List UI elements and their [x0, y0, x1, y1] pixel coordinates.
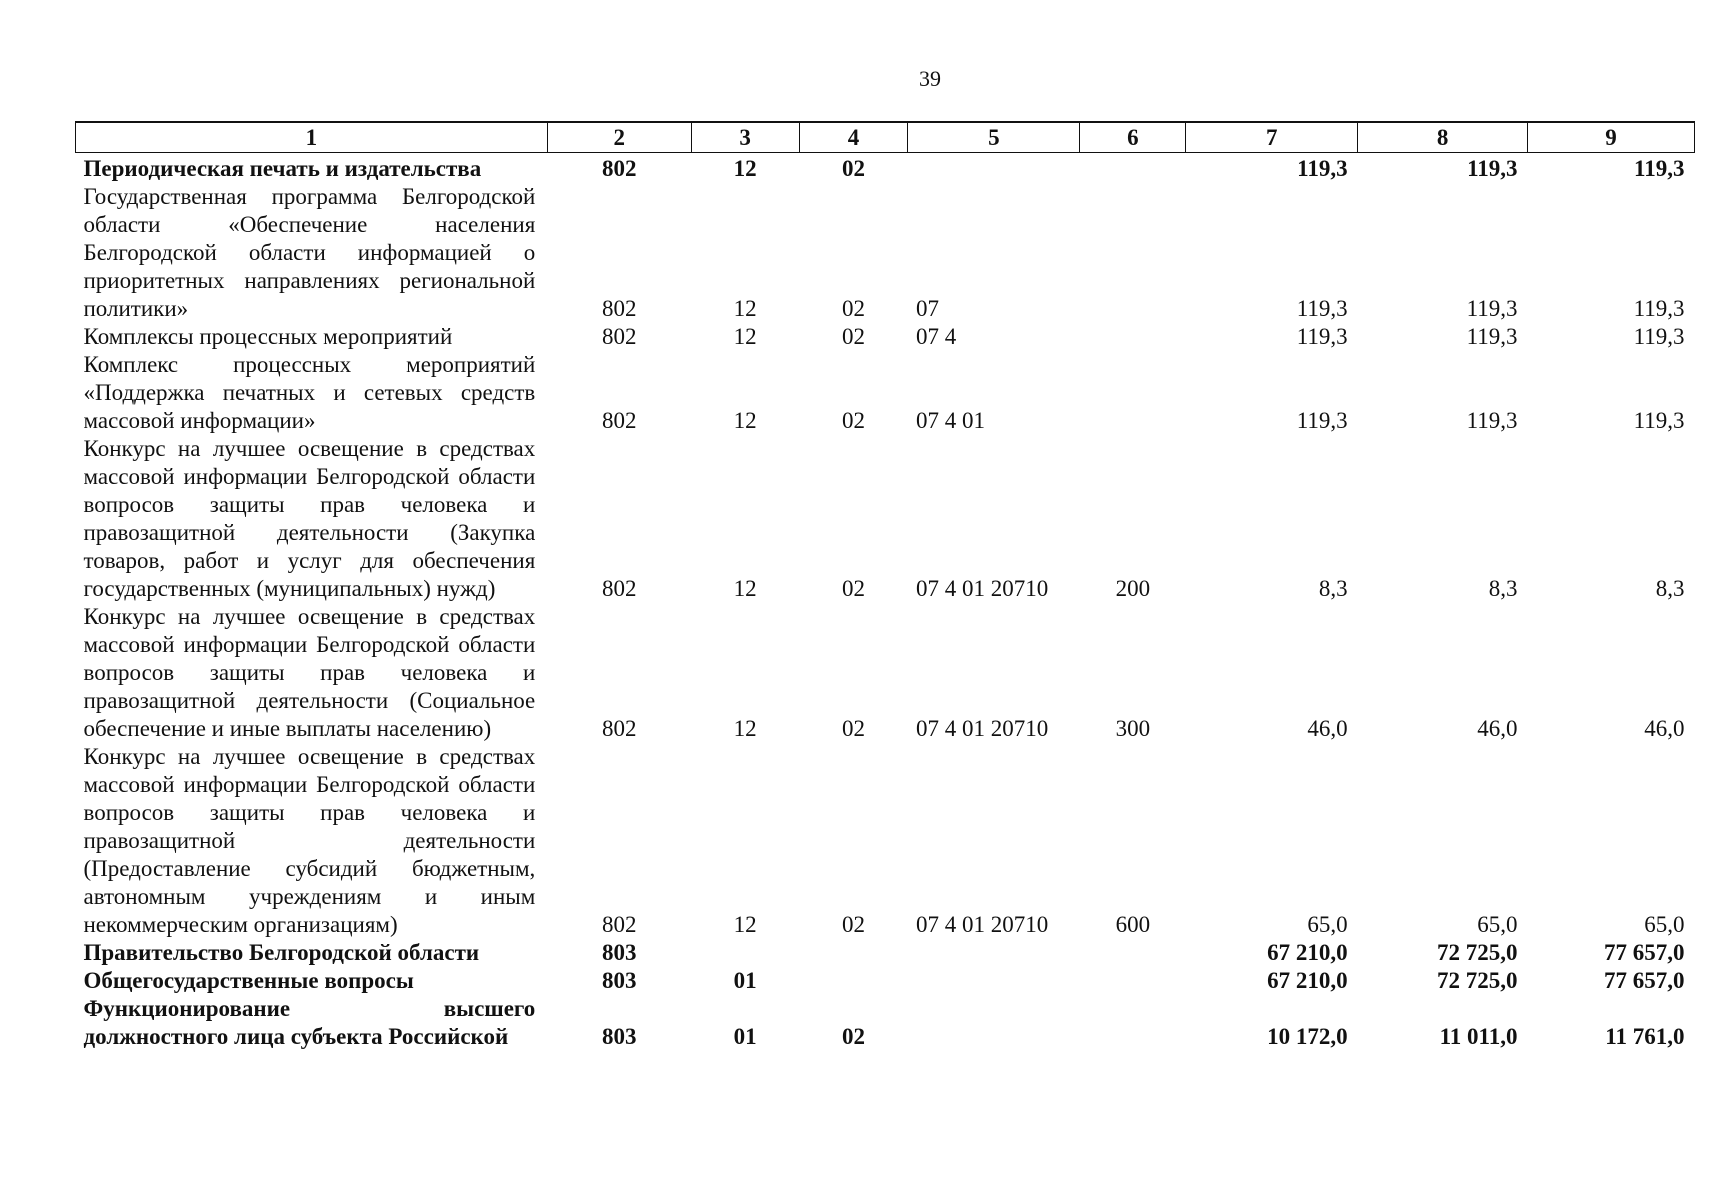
header-col-4: 4 — [799, 122, 908, 153]
row-name: Конкурс на лучшее освещение в средствах массовой информации Белгородской области вопросов защиты прав человека и правозащитной деятельности (Предоставление субсидий бюджетным, автономным учреждениям и иным некоммерческим организациям) — [83, 744, 536, 937]
row-expense-type-code: 300 — [1115, 716, 1151, 741]
table-row — [76, 183, 1695, 323]
row-expense-type-code — [1080, 939, 1186, 967]
row-name: Конкурс на лучшее освещение в средствах массовой информации Белгородской области вопросов защиты прав человека и правозащитной деятельности (Социальное обеспечение и иные выплаты населению) — [83, 604, 536, 741]
row-amount-col-8: 8,3 — [1488, 576, 1518, 601]
header-col-2: 2 — [547, 122, 691, 153]
row-amount-col-8: 65,0 — [1477, 912, 1518, 937]
row-target-article-code — [908, 995, 1080, 1051]
header-col-1: 1 — [76, 122, 548, 153]
row-amount-col-7: 10 172,0 — [1267, 1024, 1348, 1049]
row-section-code: 12 — [733, 408, 757, 433]
table-row — [76, 351, 1695, 435]
row-target-article-code: 07 4 01 20710 — [915, 912, 1049, 937]
header-col-5: 5 — [908, 122, 1080, 153]
row-expense-type-code — [1080, 153, 1186, 184]
row-name: Комплекс процессных мероприятий «Поддержка печатных и сетевых средств массовой информации» — [83, 352, 536, 433]
row-section-code: 12 — [733, 716, 757, 741]
row-department-code: 802 — [601, 408, 637, 433]
row-subsection-code: 02 — [842, 296, 866, 321]
row-section-code: 12 — [733, 324, 757, 349]
row-target-article-code: 07 4 — [915, 324, 957, 349]
row-subsection-code: 02 — [842, 576, 866, 601]
row-amount-col-7: 119,3 — [1296, 296, 1348, 321]
row-amount-col-9: 65,0 — [1644, 912, 1685, 937]
row-target-article-code: 07 — [915, 296, 939, 321]
budget-table — [75, 121, 1695, 1051]
row-expense-type-code: 600 — [1115, 912, 1151, 937]
row-target-article-code: 07 4 01 20710 — [915, 576, 1049, 601]
row-name: Конкурс на лучшее освещение в средствах массовой информации Белгородской области вопросов защиты прав человека и правозащитной деятельности (Закупка товаров, работ и услуг для обеспечения государственных (муниципальных) нужд) — [83, 436, 536, 601]
row-section-code: 12 — [733, 912, 757, 937]
row-subsection-code: 02 — [842, 156, 866, 181]
row-department-code: 802 — [601, 716, 637, 741]
row-amount-col-8: 72 725,0 — [1437, 940, 1518, 965]
row-amount-col-9: 77 657,0 — [1604, 940, 1685, 965]
row-expense-type-code — [1080, 351, 1186, 435]
header-col-3: 3 — [691, 122, 799, 153]
row-expense-type-code — [1080, 183, 1186, 323]
row-name: Общегосударственные вопросы — [83, 968, 414, 993]
row-target-article-code — [908, 153, 1080, 184]
row-name: Периодическая печать и издательства — [83, 156, 482, 181]
table-row — [76, 603, 1695, 743]
row-expense-type-code — [1080, 323, 1186, 351]
header-row — [76, 122, 1695, 153]
row-name: Правительство Белгородской области — [83, 940, 480, 965]
row-amount-col-8: 119,3 — [1466, 296, 1518, 321]
row-amount-col-7: 119,3 — [1296, 324, 1348, 349]
row-department-code: 803 — [601, 968, 637, 993]
row-target-article-code: 07 4 01 — [915, 408, 985, 433]
row-section-code: 12 — [733, 576, 757, 601]
row-department-code: 802 — [601, 156, 637, 181]
row-amount-col-9: 77 657,0 — [1604, 968, 1685, 993]
row-department-code: 803 — [601, 1024, 637, 1049]
row-section-code: 12 — [733, 156, 757, 181]
row-subsection-code — [799, 939, 908, 967]
row-amount-col-7: 119,3 — [1297, 156, 1348, 181]
row-amount-col-8: 119,3 — [1466, 324, 1518, 349]
row-subsection-code — [799, 967, 908, 995]
row-name: Функционирование высшего должностного лица субъекта Российской — [83, 996, 536, 1049]
row-amount-col-9: 46,0 — [1644, 716, 1685, 741]
row-name: Государственная программа Белгородской области «Обеспечение населения Белгородской области информацией о приоритетных направлениях региональной политики» — [83, 184, 536, 321]
row-amount-col-9: 11 761,0 — [1605, 1024, 1685, 1049]
row-department-code: 802 — [601, 296, 637, 321]
row-subsection-code: 02 — [842, 324, 866, 349]
table-row — [76, 743, 1695, 939]
row-name: Комплексы процессных мероприятий — [83, 324, 453, 349]
row-section-code — [691, 939, 799, 967]
row-department-code: 803 — [601, 940, 637, 965]
table-row — [76, 939, 1695, 967]
row-department-code: 802 — [601, 912, 637, 937]
header-col-9: 9 — [1528, 122, 1695, 153]
row-amount-col-7: 46,0 — [1307, 716, 1348, 741]
row-subsection-code: 02 — [842, 716, 866, 741]
row-expense-type-code — [1080, 995, 1186, 1051]
row-amount-col-8: 46,0 — [1477, 716, 1518, 741]
row-amount-col-9: 119,3 — [1633, 408, 1685, 433]
row-department-code: 802 — [601, 324, 637, 349]
row-section-code: 01 — [733, 1024, 757, 1049]
row-amount-col-8: 72 725,0 — [1437, 968, 1518, 993]
table-row — [76, 435, 1695, 603]
row-amount-col-8: 119,3 — [1467, 156, 1518, 181]
row-amount-col-7: 67 210,0 — [1267, 968, 1348, 993]
row-amount-col-8: 11 011,0 — [1439, 1024, 1518, 1049]
row-section-code: 01 — [733, 968, 757, 993]
row-subsection-code: 02 — [842, 912, 866, 937]
table-row — [76, 323, 1695, 351]
row-amount-col-9: 8,3 — [1655, 576, 1685, 601]
row-section-code: 12 — [733, 296, 757, 321]
header-col-7: 7 — [1186, 122, 1358, 153]
row-amount-col-7: 8,3 — [1318, 576, 1348, 601]
row-target-article-code — [908, 967, 1080, 995]
table-row — [76, 967, 1695, 995]
table-row — [76, 995, 1695, 1051]
row-subsection-code: 02 — [842, 1024, 866, 1049]
row-amount-col-9: 119,3 — [1633, 296, 1685, 321]
row-expense-type-code — [1080, 967, 1186, 995]
row-target-article-code — [908, 939, 1080, 967]
row-amount-col-7: 67 210,0 — [1267, 940, 1348, 965]
row-amount-col-9: 119,3 — [1633, 324, 1685, 349]
table-row — [76, 153, 1695, 184]
row-amount-col-8: 119,3 — [1466, 408, 1518, 433]
header-col-8: 8 — [1358, 122, 1528, 153]
row-amount-col-7: 65,0 — [1307, 912, 1348, 937]
row-expense-type-code: 200 — [1115, 576, 1151, 601]
header-col-6: 6 — [1080, 122, 1186, 153]
row-amount-col-7: 119,3 — [1296, 408, 1348, 433]
row-subsection-code: 02 — [842, 408, 866, 433]
row-department-code: 802 — [601, 576, 637, 601]
table-body — [76, 153, 1695, 1052]
row-target-article-code: 07 4 01 20710 — [915, 716, 1049, 741]
row-amount-col-9: 119,3 — [1634, 156, 1685, 181]
page-number: 39 — [919, 66, 941, 91]
